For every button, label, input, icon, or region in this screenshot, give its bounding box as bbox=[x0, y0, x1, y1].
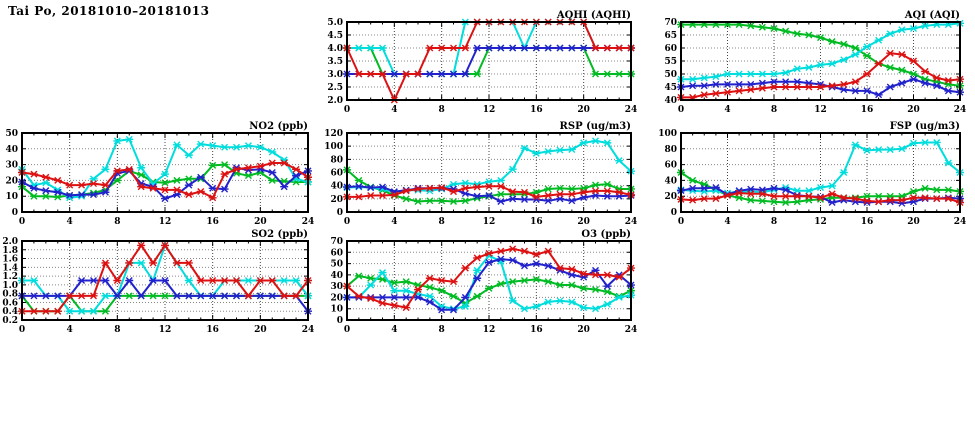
x-tick-label: 16 bbox=[206, 325, 219, 335]
y-tick-label: 50 bbox=[330, 259, 343, 270]
chart-title-fsp: FSP (ug/m3) bbox=[889, 121, 960, 132]
x-tick-label: 8 bbox=[770, 217, 778, 227]
x-tick-label: 16 bbox=[530, 325, 543, 335]
y-tick-label: 30 bbox=[5, 160, 18, 171]
chart-no2 bbox=[0, 120, 318, 238]
y-tick-label: 70 bbox=[664, 18, 677, 28]
series-markers-cyan bbox=[677, 139, 964, 196]
chart-title-no2: NO2 (ppb) bbox=[249, 121, 308, 132]
y-tick-label: 80 bbox=[330, 155, 343, 166]
x-tick-label: 0 bbox=[343, 217, 351, 227]
x-tick-label: 24 bbox=[953, 105, 967, 115]
x-tick-label: 20 bbox=[907, 217, 920, 227]
chart-title-so2: SO2 (ppb) bbox=[251, 229, 308, 240]
y-tick-label: 2.5 bbox=[327, 83, 343, 93]
y-tick-label: 55 bbox=[664, 57, 677, 67]
series-line-cyan bbox=[681, 143, 960, 194]
x-tick-label: 8 bbox=[438, 325, 445, 335]
y-tick-label: 0.6 bbox=[2, 298, 18, 309]
x-tick-label: 4 bbox=[724, 217, 731, 227]
x-tick-label: 8 bbox=[770, 105, 778, 115]
x-tick-label: 20 bbox=[577, 217, 590, 227]
x-tick-label: 12 bbox=[814, 105, 827, 115]
chart-o3 bbox=[317, 228, 641, 346]
chart-svg-o3 bbox=[317, 228, 641, 346]
x-tick-label: 8 bbox=[114, 217, 121, 227]
x-tick-label: 20 bbox=[577, 325, 590, 335]
y-tick-label: 65 bbox=[664, 31, 677, 41]
chart-svg-so2 bbox=[0, 228, 318, 346]
chart-title-rsp: RSP (ug/m3) bbox=[559, 121, 631, 132]
y-tick-label: 20 bbox=[664, 192, 677, 203]
x-tick-label: 12 bbox=[482, 105, 496, 115]
x-tick-label: 4 bbox=[391, 325, 398, 335]
x-tick-label: 24 bbox=[624, 105, 638, 115]
x-tick-label: 8 bbox=[114, 325, 121, 335]
x-tick-label: 0 bbox=[343, 325, 351, 335]
y-tick-label: 0 bbox=[11, 208, 18, 218]
y-tick-label: 4.5 bbox=[327, 31, 343, 41]
y-tick-label: 4.0 bbox=[327, 44, 343, 54]
y-tick-label: 1.6 bbox=[2, 254, 18, 265]
chart-svg-rsp bbox=[317, 120, 641, 238]
y-tick-label: 0.4 bbox=[2, 307, 18, 318]
x-tick-label: 24 bbox=[301, 217, 315, 227]
y-tick-label: 0 bbox=[336, 316, 343, 326]
y-tick-label: 0.2 bbox=[2, 316, 18, 326]
y-tick-label: 40 bbox=[5, 144, 18, 155]
y-tick-label: 50 bbox=[664, 70, 677, 80]
x-tick-label: 16 bbox=[530, 105, 543, 115]
x-tick-label: 24 bbox=[301, 325, 315, 335]
x-tick-label: 4 bbox=[66, 217, 73, 227]
x-tick-label: 0 bbox=[18, 325, 26, 335]
y-tick-label: 0 bbox=[670, 208, 677, 218]
y-tick-label: 80 bbox=[664, 144, 677, 155]
y-tick-label: 3.0 bbox=[327, 70, 343, 80]
x-tick-label: 8 bbox=[438, 105, 445, 115]
y-tick-label: 30 bbox=[330, 282, 343, 293]
x-tick-label: 4 bbox=[724, 105, 731, 115]
page-title: Tai Po, 20181010–20181013 bbox=[8, 4, 210, 18]
y-tick-label: 60 bbox=[664, 44, 677, 54]
y-tick-label: 40 bbox=[664, 176, 677, 187]
y-tick-label: 100 bbox=[324, 142, 343, 153]
x-tick-label: 20 bbox=[907, 105, 920, 115]
y-tick-label: 2.0 bbox=[327, 96, 343, 106]
y-tick-label: 20 bbox=[330, 293, 343, 304]
y-tick-label: 60 bbox=[664, 160, 677, 171]
y-tick-label: 20 bbox=[330, 194, 343, 205]
chart-title-aqhi: AQHI (AQHI) bbox=[556, 10, 631, 21]
x-tick-label: 20 bbox=[254, 325, 267, 335]
x-tick-label: 24 bbox=[953, 217, 967, 227]
y-tick-label: 1.2 bbox=[2, 272, 18, 283]
x-tick-label: 12 bbox=[482, 217, 496, 227]
x-tick-label: 20 bbox=[577, 105, 590, 115]
y-tick-label: 10 bbox=[5, 192, 18, 203]
y-tick-label: 1.0 bbox=[2, 280, 18, 291]
y-tick-label: 100 bbox=[658, 129, 677, 139]
x-tick-label: 12 bbox=[482, 325, 496, 335]
y-tick-label: 40 bbox=[664, 96, 677, 106]
x-tick-label: 24 bbox=[624, 217, 638, 227]
y-tick-label: 5.0 bbox=[327, 18, 343, 28]
chart-so2 bbox=[0, 228, 318, 346]
x-tick-label: 4 bbox=[391, 217, 398, 227]
x-tick-label: 0 bbox=[18, 217, 26, 227]
series-markers-cyan bbox=[677, 20, 964, 82]
x-tick-label: 8 bbox=[438, 217, 445, 227]
y-tick-label: 40 bbox=[330, 270, 343, 281]
x-tick-label: 20 bbox=[254, 217, 267, 227]
y-tick-label: 20 bbox=[5, 176, 18, 187]
x-tick-label: 4 bbox=[66, 325, 73, 335]
chart-rsp bbox=[317, 120, 641, 238]
y-tick-label: 60 bbox=[330, 168, 343, 179]
chart-svg-no2 bbox=[0, 120, 318, 238]
y-tick-label: 70 bbox=[330, 237, 343, 247]
y-tick-label: 2.0 bbox=[2, 237, 18, 247]
y-tick-label: 60 bbox=[330, 248, 343, 259]
y-tick-label: 40 bbox=[330, 181, 343, 192]
chart-svg-fsp bbox=[651, 120, 970, 238]
x-tick-label: 4 bbox=[391, 105, 398, 115]
y-tick-label: 120 bbox=[324, 129, 343, 139]
y-tick-label: 0 bbox=[336, 208, 343, 218]
chart-fsp bbox=[651, 120, 970, 238]
y-tick-label: 3.5 bbox=[327, 57, 343, 67]
x-tick-label: 24 bbox=[624, 325, 638, 335]
y-tick-label: 45 bbox=[664, 83, 677, 93]
y-tick-label: 1.4 bbox=[2, 263, 18, 274]
y-tick-label: 1.8 bbox=[2, 245, 18, 256]
x-tick-label: 12 bbox=[158, 325, 172, 335]
x-tick-label: 16 bbox=[206, 217, 219, 227]
chart-aqi bbox=[651, 9, 970, 126]
x-tick-label: 16 bbox=[530, 217, 543, 227]
y-tick-label: 10 bbox=[330, 304, 343, 315]
chart-title-o3: O3 (ppb) bbox=[581, 229, 631, 240]
x-tick-label: 16 bbox=[860, 105, 874, 115]
chart-svg-aqhi bbox=[317, 9, 641, 126]
y-tick-label: 50 bbox=[5, 129, 18, 139]
x-tick-label: 0 bbox=[677, 217, 685, 227]
y-tick-label: 0.8 bbox=[2, 289, 18, 300]
x-tick-label: 12 bbox=[158, 217, 172, 227]
x-tick-label: 16 bbox=[860, 217, 874, 227]
chart-title-aqi: AQI (AQI) bbox=[904, 10, 960, 21]
chart-aqhi bbox=[317, 9, 641, 126]
chart-svg-aqi bbox=[651, 9, 970, 126]
x-tick-label: 0 bbox=[343, 105, 351, 115]
x-tick-label: 0 bbox=[677, 105, 685, 115]
x-tick-label: 12 bbox=[814, 217, 827, 227]
